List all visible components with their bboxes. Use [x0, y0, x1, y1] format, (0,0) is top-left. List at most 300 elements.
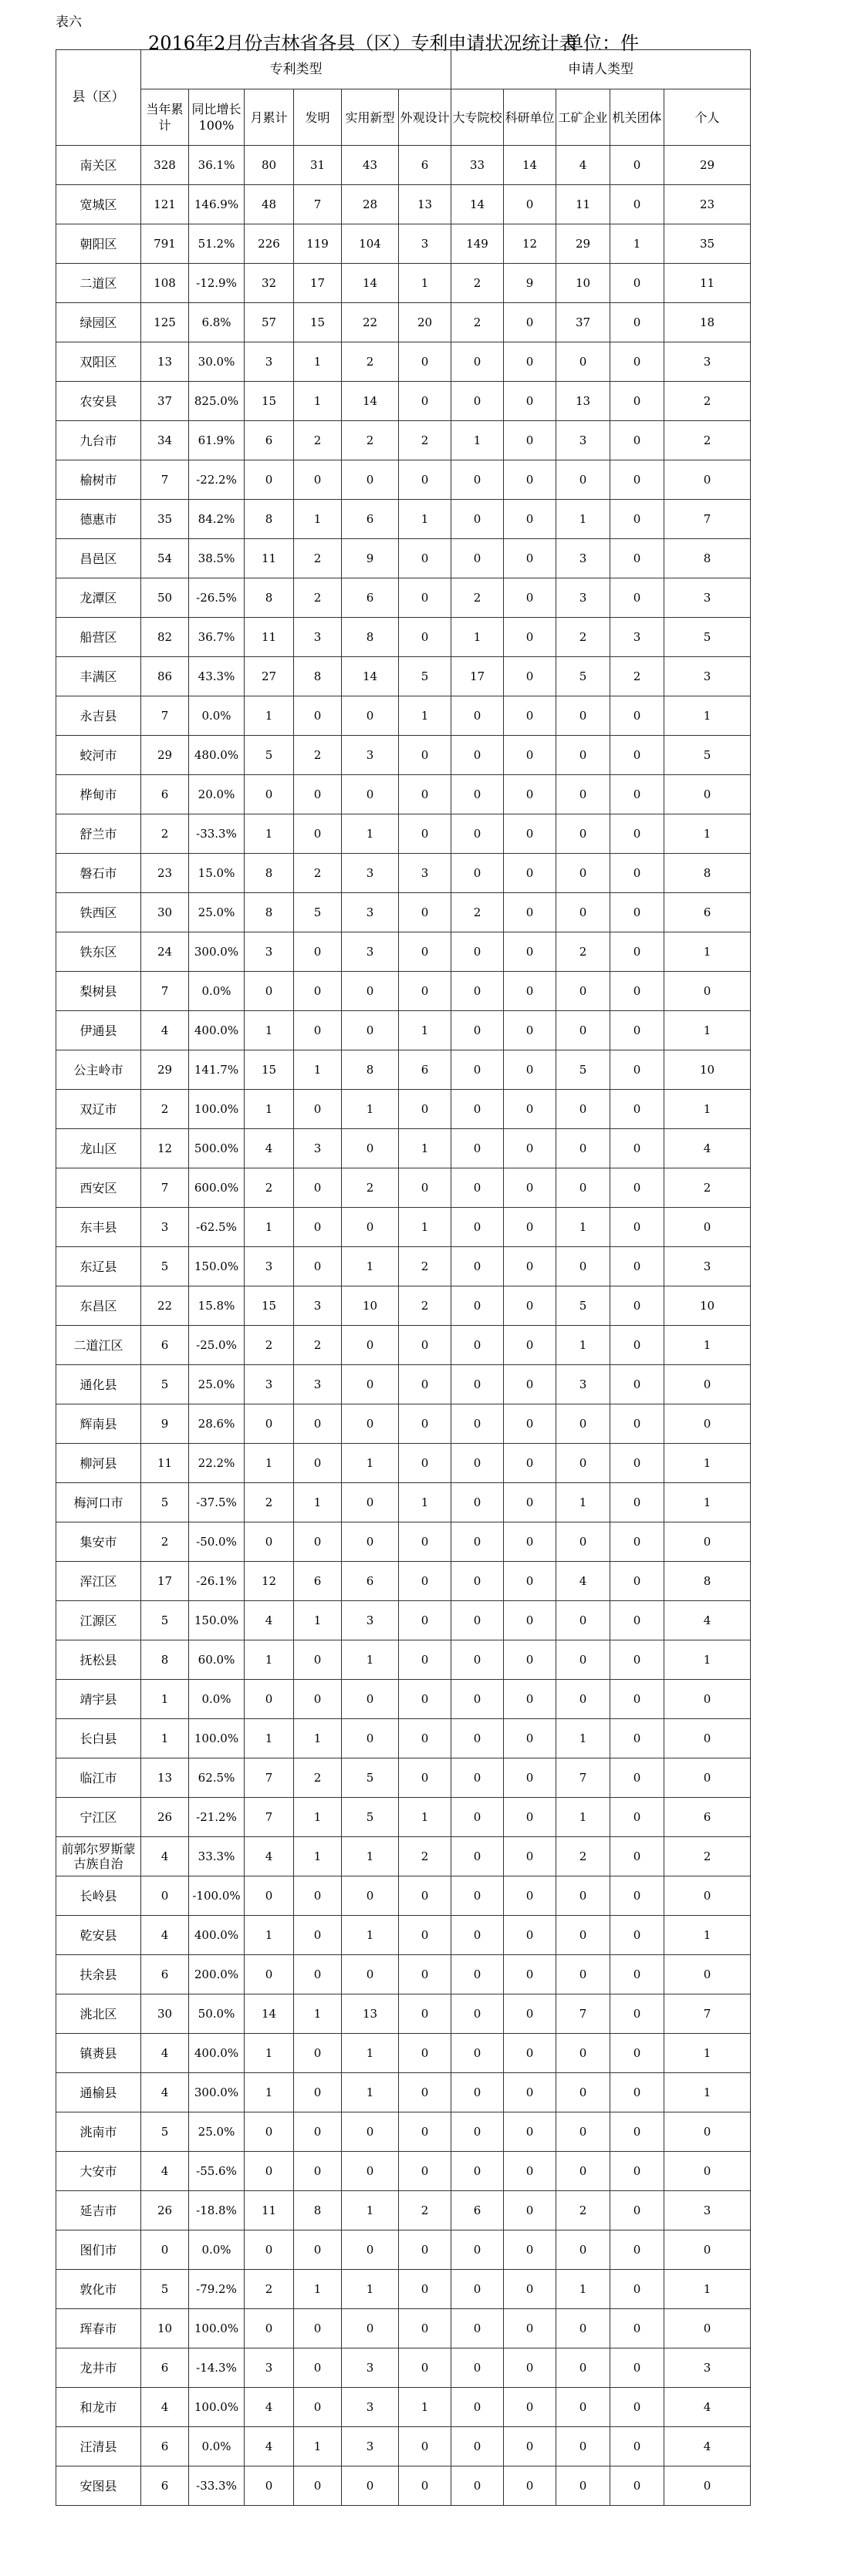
research-institute-cell: 0 [504, 2466, 556, 2506]
yoy-growth-cell: 150.0% [189, 1601, 245, 1640]
table-row [56, 736, 751, 775]
design-cell: 0 [399, 1876, 451, 1916]
invention-cell: 1 [294, 1050, 342, 1090]
month-total-cell: 0 [245, 1955, 294, 1994]
enterprise-cell: 11 [556, 185, 610, 224]
header-month-total: 月累计 [245, 89, 294, 146]
design-cell: 2 [399, 1286, 451, 1326]
design-cell: 0 [399, 1326, 451, 1365]
month-total-cell: 2 [245, 1483, 294, 1522]
individual-cell: 0 [664, 1758, 751, 1798]
year-total-cell: 2 [141, 814, 189, 854]
year-total-cell: 2 [141, 1522, 189, 1562]
design-cell: 0 [399, 618, 451, 657]
yoy-growth-cell: 62.5% [189, 1758, 245, 1798]
invention-cell: 2 [294, 539, 342, 578]
invention-cell: 1 [294, 1798, 342, 1837]
table-row [56, 1562, 751, 1601]
year-total-cell: 4 [141, 1837, 189, 1876]
table-row [56, 185, 751, 224]
month-total-cell: 0 [245, 2309, 294, 2348]
design-cell: 0 [399, 2427, 451, 2466]
research-institute-cell: 0 [504, 2388, 556, 2427]
university-cell: 0 [451, 1050, 504, 1090]
research-institute-cell: 0 [504, 185, 556, 224]
research-institute-cell: 0 [504, 814, 556, 854]
university-cell: 0 [451, 932, 504, 972]
region-name-cell: 九台市 [56, 421, 141, 460]
individual-cell: 3 [664, 657, 751, 696]
design-cell: 0 [399, 2034, 451, 2073]
yoy-growth-cell: 36.1% [189, 146, 245, 185]
utility-model-cell: 10 [342, 1286, 399, 1326]
government-cell: 0 [610, 1011, 664, 1050]
enterprise-cell: 0 [556, 736, 610, 775]
individual-cell: 0 [664, 460, 751, 500]
month-total-cell: 7 [245, 1798, 294, 1837]
enterprise-cell: 0 [556, 1522, 610, 1562]
individual-cell: 1 [664, 1916, 751, 1955]
year-total-cell: 12 [141, 1129, 189, 1168]
region-name-cell: 宁江区 [56, 1798, 141, 1837]
research-institute-cell: 0 [504, 657, 556, 696]
region-name-cell: 舒兰市 [56, 814, 141, 854]
yoy-growth-cell: 15.8% [189, 1286, 245, 1326]
region-name-cell: 公主岭市 [56, 1050, 141, 1090]
design-cell: 0 [399, 1562, 451, 1601]
research-institute-cell: 0 [504, 1601, 556, 1640]
research-institute-cell: 0 [504, 539, 556, 578]
table-row [56, 2348, 751, 2388]
research-institute-cell: 0 [504, 1640, 556, 1680]
month-total-cell: 8 [245, 854, 294, 893]
design-cell: 2 [399, 1837, 451, 1876]
region-name-cell: 农安县 [56, 382, 141, 421]
yoy-growth-cell: 30.0% [189, 342, 245, 382]
year-total-cell: 5 [141, 1247, 189, 1286]
table-row [56, 2034, 751, 2073]
enterprise-cell: 1 [556, 500, 610, 539]
region-name-cell: 绿园区 [56, 303, 141, 342]
table-row [56, 1286, 751, 1326]
utility-model-cell: 0 [342, 1955, 399, 1994]
year-total-cell: 13 [141, 342, 189, 382]
utility-model-cell: 3 [342, 736, 399, 775]
research-institute-cell: 0 [504, 2034, 556, 2073]
invention-cell: 3 [294, 618, 342, 657]
enterprise-cell: 0 [556, 1955, 610, 1994]
year-total-cell: 9 [141, 1404, 189, 1444]
invention-cell: 0 [294, 1640, 342, 1680]
yoy-growth-cell: -22.2% [189, 460, 245, 500]
table-row [56, 1208, 751, 1247]
utility-model-cell: 1 [342, 2270, 399, 2309]
year-total-cell: 4 [141, 1011, 189, 1050]
university-cell: 0 [451, 775, 504, 814]
enterprise-cell: 1 [556, 2270, 610, 2309]
title-row [56, 28, 750, 51]
invention-cell: 3 [294, 1286, 342, 1326]
utility-model-cell: 8 [342, 618, 399, 657]
region-name-cell: 集安市 [56, 1522, 141, 1562]
invention-cell: 0 [294, 460, 342, 500]
invention-cell: 1 [294, 1837, 342, 1876]
table-row [56, 1011, 751, 1050]
government-cell: 0 [610, 932, 664, 972]
government-cell: 0 [610, 1876, 664, 1916]
design-cell: 0 [399, 932, 451, 972]
enterprise-cell: 0 [556, 1640, 610, 1680]
yoy-growth-cell: 480.0% [189, 736, 245, 775]
individual-cell: 6 [664, 893, 751, 932]
research-institute-cell: 0 [504, 932, 556, 972]
government-cell: 0 [610, 1326, 664, 1365]
government-cell: 0 [610, 185, 664, 224]
individual-cell: 4 [664, 1129, 751, 1168]
university-cell: 0 [451, 2309, 504, 2348]
enterprise-cell: 3 [556, 1365, 610, 1404]
enterprise-cell: 5 [556, 657, 610, 696]
yoy-growth-cell: 0.0% [189, 1680, 245, 1719]
yoy-growth-cell: -33.3% [189, 814, 245, 854]
enterprise-cell: 0 [556, 1916, 610, 1955]
university-cell: 0 [451, 1916, 504, 1955]
design-cell: 0 [399, 1916, 451, 1955]
month-total-cell: 1 [245, 2034, 294, 2073]
research-institute-cell: 0 [504, 1365, 556, 1404]
month-total-cell: 0 [245, 775, 294, 814]
header-region: 县（区） [56, 50, 141, 146]
university-cell: 33 [451, 146, 504, 185]
university-cell: 0 [451, 1247, 504, 1286]
research-institute-cell: 0 [504, 1719, 556, 1758]
utility-model-cell: 0 [342, 1129, 399, 1168]
enterprise-cell: 0 [556, 2073, 610, 2112]
research-institute-cell: 0 [504, 1404, 556, 1444]
year-total-cell: 30 [141, 1994, 189, 2034]
government-cell: 0 [610, 1758, 664, 1798]
research-institute-cell: 0 [504, 1208, 556, 1247]
government-cell: 0 [610, 2152, 664, 2191]
individual-cell: 8 [664, 854, 751, 893]
region-name-cell: 通榆县 [56, 2073, 141, 2112]
university-cell: 0 [451, 814, 504, 854]
university-cell: 0 [451, 2152, 504, 2191]
individual-cell: 7 [664, 1994, 751, 2034]
design-cell: 0 [399, 1601, 451, 1640]
research-institute-cell: 0 [504, 578, 556, 618]
research-institute-cell: 0 [504, 382, 556, 421]
government-cell: 0 [610, 1994, 664, 2034]
table-row [56, 2270, 751, 2309]
individual-cell: 1 [664, 2073, 751, 2112]
research-institute-cell: 14 [504, 146, 556, 185]
research-institute-cell: 0 [504, 1758, 556, 1798]
year-total-cell: 6 [141, 2348, 189, 2388]
utility-model-cell: 6 [342, 578, 399, 618]
research-institute-cell: 0 [504, 1483, 556, 1522]
unit-label: 单位：件 [565, 28, 639, 55]
utility-model-cell: 1 [342, 2034, 399, 2073]
university-cell: 0 [451, 2073, 504, 2112]
design-cell: 0 [399, 2112, 451, 2152]
table-row [56, 1365, 751, 1404]
enterprise-cell: 29 [556, 224, 610, 264]
enterprise-cell: 0 [556, 1444, 610, 1483]
invention-cell: 0 [294, 2112, 342, 2152]
enterprise-cell: 0 [556, 2348, 610, 2388]
university-cell: 0 [451, 2230, 504, 2270]
government-cell: 3 [610, 618, 664, 657]
month-total-cell: 4 [245, 1837, 294, 1876]
individual-cell: 0 [664, 2112, 751, 2152]
table-row [56, 2309, 751, 2348]
enterprise-cell: 0 [556, 1404, 610, 1444]
year-total-cell: 11 [141, 1444, 189, 1483]
design-cell: 1 [399, 1129, 451, 1168]
individual-cell: 0 [664, 972, 751, 1011]
header-enterprise: 工矿企业 [556, 89, 610, 146]
month-total-cell: 3 [245, 1365, 294, 1404]
utility-model-cell: 1 [342, 1247, 399, 1286]
month-total-cell: 0 [245, 2112, 294, 2152]
utility-model-cell: 2 [342, 421, 399, 460]
university-cell: 0 [451, 1168, 504, 1208]
invention-cell: 1 [294, 2427, 342, 2466]
design-cell: 0 [399, 539, 451, 578]
region-name-cell: 昌邑区 [56, 539, 141, 578]
year-total-cell: 17 [141, 1562, 189, 1601]
year-total-cell: 1 [141, 1680, 189, 1719]
invention-cell: 2 [294, 736, 342, 775]
region-name-cell: 龙井市 [56, 2348, 141, 2388]
enterprise-cell: 13 [556, 382, 610, 421]
government-cell: 0 [610, 2112, 664, 2152]
table-row [56, 342, 751, 382]
utility-model-cell: 2 [342, 1168, 399, 1208]
yoy-growth-cell: 25.0% [189, 893, 245, 932]
region-name-cell: 朝阳区 [56, 224, 141, 264]
table-row [56, 1994, 751, 2034]
table-row [56, 1444, 751, 1483]
enterprise-cell: 0 [556, 1876, 610, 1916]
design-cell: 20 [399, 303, 451, 342]
region-name-cell: 临江市 [56, 1758, 141, 1798]
table-row [56, 500, 751, 539]
month-total-cell: 27 [245, 657, 294, 696]
month-total-cell: 32 [245, 264, 294, 303]
yoy-growth-cell: -18.8% [189, 2191, 245, 2230]
table-row [56, 1247, 751, 1286]
yoy-growth-cell: 15.0% [189, 854, 245, 893]
design-cell: 0 [399, 1365, 451, 1404]
table-row [56, 2230, 751, 2270]
university-cell: 0 [451, 736, 504, 775]
region-name-cell: 龙山区 [56, 1129, 141, 1168]
research-institute-cell: 0 [504, 1326, 556, 1365]
government-cell: 0 [610, 814, 664, 854]
yoy-growth-cell: -79.2% [189, 2270, 245, 2309]
individual-cell: 1 [664, 1011, 751, 1050]
university-cell: 0 [451, 342, 504, 382]
table-row [56, 1129, 751, 1168]
invention-cell: 0 [294, 1522, 342, 1562]
research-institute-cell: 9 [504, 264, 556, 303]
university-cell: 0 [451, 1011, 504, 1050]
university-cell: 1 [451, 618, 504, 657]
year-total-cell: 26 [141, 1798, 189, 1837]
university-cell: 0 [451, 1365, 504, 1404]
design-cell: 0 [399, 1522, 451, 1562]
research-institute-cell: 0 [504, 2309, 556, 2348]
region-name-cell: 延吉市 [56, 2191, 141, 2230]
university-cell: 0 [451, 2348, 504, 2388]
government-cell: 0 [610, 1050, 664, 1090]
table-row [56, 893, 751, 932]
month-total-cell: 3 [245, 1247, 294, 1286]
table-row [56, 539, 751, 578]
research-institute-cell: 0 [504, 2348, 556, 2388]
government-cell: 0 [610, 1837, 664, 1876]
region-name-cell: 安图县 [56, 2466, 141, 2506]
month-total-cell: 1 [245, 1011, 294, 1050]
design-cell: 0 [399, 1719, 451, 1758]
utility-model-cell: 0 [342, 1680, 399, 1719]
month-total-cell: 2 [245, 1168, 294, 1208]
government-cell: 0 [610, 2191, 664, 2230]
region-name-cell: 长岭县 [56, 1876, 141, 1916]
government-cell: 0 [610, 2348, 664, 2388]
university-cell: 149 [451, 224, 504, 264]
utility-model-cell: 0 [342, 1483, 399, 1522]
utility-model-cell: 3 [342, 2427, 399, 2466]
design-cell: 5 [399, 657, 451, 696]
university-cell: 0 [451, 696, 504, 736]
table-row [56, 1090, 751, 1129]
yoy-growth-cell: 60.0% [189, 1640, 245, 1680]
design-cell: 3 [399, 224, 451, 264]
month-total-cell: 11 [245, 2191, 294, 2230]
invention-cell: 0 [294, 932, 342, 972]
invention-cell: 2 [294, 1326, 342, 1365]
region-name-cell: 丰满区 [56, 657, 141, 696]
region-name-cell: 珲春市 [56, 2309, 141, 2348]
design-cell: 0 [399, 2152, 451, 2191]
yoy-growth-cell: 61.9% [189, 421, 245, 460]
region-name-cell: 抚松县 [56, 1640, 141, 1680]
design-cell: 0 [399, 1758, 451, 1798]
region-name-cell: 通化县 [56, 1365, 141, 1404]
yoy-growth-cell: -12.9% [189, 264, 245, 303]
utility-model-cell: 0 [342, 1876, 399, 1916]
invention-cell: 0 [294, 1680, 342, 1719]
month-total-cell: 1 [245, 1719, 294, 1758]
university-cell: 0 [451, 1522, 504, 1562]
invention-cell: 0 [294, 1208, 342, 1247]
enterprise-cell: 0 [556, 775, 610, 814]
year-total-cell: 4 [141, 2152, 189, 2191]
year-total-cell: 24 [141, 932, 189, 972]
individual-cell: 1 [664, 1326, 751, 1365]
utility-model-cell: 0 [342, 1719, 399, 1758]
year-total-cell: 7 [141, 460, 189, 500]
table-row [56, 460, 751, 500]
region-name-cell: 柳河县 [56, 1444, 141, 1483]
university-cell: 0 [451, 1680, 504, 1719]
yoy-growth-cell: -50.0% [189, 1522, 245, 1562]
region-name-cell: 辉南县 [56, 1404, 141, 1444]
region-name-cell: 敦化市 [56, 2270, 141, 2309]
yoy-growth-cell: -37.5% [189, 1483, 245, 1522]
enterprise-cell: 37 [556, 303, 610, 342]
year-total-cell: 121 [141, 185, 189, 224]
yoy-growth-cell: 400.0% [189, 1916, 245, 1955]
region-name-cell: 梅河口市 [56, 1483, 141, 1522]
utility-model-cell: 0 [342, 696, 399, 736]
research-institute-cell: 0 [504, 500, 556, 539]
invention-cell: 0 [294, 696, 342, 736]
yoy-growth-cell: 300.0% [189, 2073, 245, 2112]
design-cell: 1 [399, 1011, 451, 1050]
design-cell: 1 [399, 1208, 451, 1247]
research-institute-cell: 0 [504, 1955, 556, 1994]
year-total-cell: 6 [141, 775, 189, 814]
individual-cell: 1 [664, 1090, 751, 1129]
design-cell: 0 [399, 2270, 451, 2309]
invention-cell: 6 [294, 1562, 342, 1601]
research-institute-cell: 0 [504, 2427, 556, 2466]
individual-cell: 8 [664, 539, 751, 578]
month-total-cell: 5 [245, 736, 294, 775]
year-total-cell: 5 [141, 1365, 189, 1404]
year-total-cell: 3 [141, 1208, 189, 1247]
table-row [56, 2112, 751, 2152]
design-cell: 0 [399, 814, 451, 854]
individual-cell: 3 [664, 578, 751, 618]
table-row [56, 1050, 751, 1090]
month-total-cell: 15 [245, 1286, 294, 1326]
utility-model-cell: 3 [342, 1601, 399, 1640]
year-total-cell: 5 [141, 1483, 189, 1522]
month-total-cell: 8 [245, 578, 294, 618]
research-institute-cell: 0 [504, 1994, 556, 2034]
utility-model-cell: 9 [342, 539, 399, 578]
year-total-cell: 37 [141, 382, 189, 421]
utility-model-cell: 14 [342, 657, 399, 696]
year-total-cell: 22 [141, 1286, 189, 1326]
design-cell: 1 [399, 1798, 451, 1837]
utility-model-cell: 3 [342, 932, 399, 972]
month-total-cell: 0 [245, 1522, 294, 1562]
research-institute-cell: 0 [504, 736, 556, 775]
government-cell: 0 [610, 1640, 664, 1680]
month-total-cell: 1 [245, 696, 294, 736]
research-institute-cell: 0 [504, 2073, 556, 2112]
government-cell: 0 [610, 1404, 664, 1444]
month-total-cell: 1 [245, 1090, 294, 1129]
month-total-cell: 0 [245, 2230, 294, 2270]
invention-cell: 0 [294, 972, 342, 1011]
utility-model-cell: 1 [342, 2191, 399, 2230]
month-total-cell: 0 [245, 460, 294, 500]
month-total-cell: 6 [245, 421, 294, 460]
government-cell: 0 [610, 2466, 664, 2506]
enterprise-cell: 1 [556, 1719, 610, 1758]
university-cell: 0 [451, 500, 504, 539]
month-total-cell: 1 [245, 2073, 294, 2112]
header-column-row [56, 89, 751, 146]
individual-cell: 5 [664, 736, 751, 775]
